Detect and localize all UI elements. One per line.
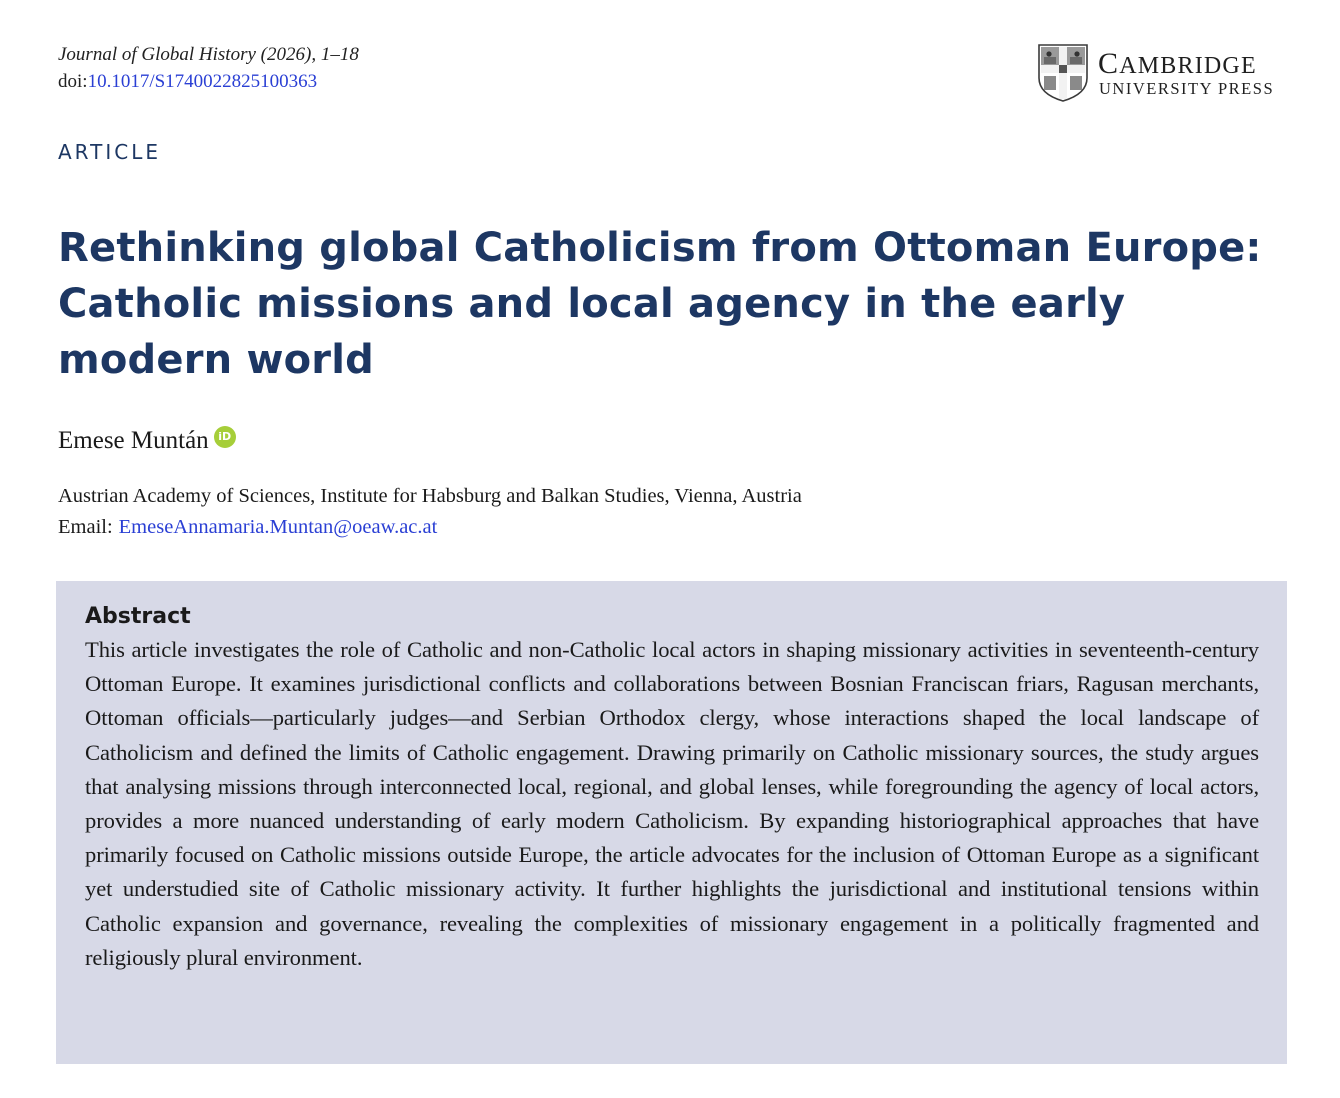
email-label: Email: [58, 516, 113, 538]
doi-link[interactable]: 10.1017/S1740022825100363 [87, 71, 318, 92]
email-link[interactable]: EmeseAnnamaria.Muntan@oeaw.ac.at [118, 516, 438, 538]
article-type-label: ARTICLE [58, 140, 161, 164]
orcid-icon[interactable]: iD [214, 426, 236, 448]
abstract-heading: Abstract [85, 604, 191, 629]
doi-prefix: doi: [58, 71, 88, 92]
journal-citation: Journal of Global History (2026), 1–18 [58, 44, 359, 65]
abstract-text: This article investigates the role of Catholic and non-Catholic local actors in shaping missionary activities in seventeenth-century Ottoman Europe. It examines jurisdictional conflicts and collaborations between Bosnian Franciscan friars, Ragusan merchants, Ottoman officials—particularly judges—and Serbian Orthodox clergy, whose interactions shaped the local landscape of Catholicism and defined the limits of Catholic engagement. Drawing primarily on Catholic missionary sources, the study argues that analysing missions through interconnected local, regional, and global lenses, while foregrounding the agency of local actors, provides a more nuanced understanding of early modern Catholicism. By expanding historiographical approaches that have primarily focused on Catholic missions outside Europe, the article advocates for the inclusion of Ottoman Europe as a significant yet understudied site of Catholic missionary activity. It further highlights the jurisdictional and institutional tensions within Catholic expansion and governance, revealing the complexities of missionary engagement in a politically fragmented and religiously plural environment. [85, 637, 1259, 970]
cambridge-shield-icon [1038, 44, 1088, 102]
abstract-box [56, 581, 1287, 1064]
email-line [58, 512, 437, 542]
publisher-name-line2: UNIVERSITY PRESS [1099, 79, 1275, 98]
publisher-name-line1: CAMBRIDGE [1098, 47, 1257, 80]
author-line [58, 424, 236, 458]
author-name: Emese Muntán [58, 427, 209, 454]
article-title: Rethinking global Catholicism from Ottoman Europe: Catholic missions and local agency in the early modern world [58, 225, 1262, 383]
author-affiliation: Austrian Academy of Sciences, Institute for Habsburg and Balkan Studies, Vienna, Austria [58, 485, 802, 507]
cambridge-university-press-logo [1038, 44, 1290, 102]
doi-line [58, 69, 317, 95]
